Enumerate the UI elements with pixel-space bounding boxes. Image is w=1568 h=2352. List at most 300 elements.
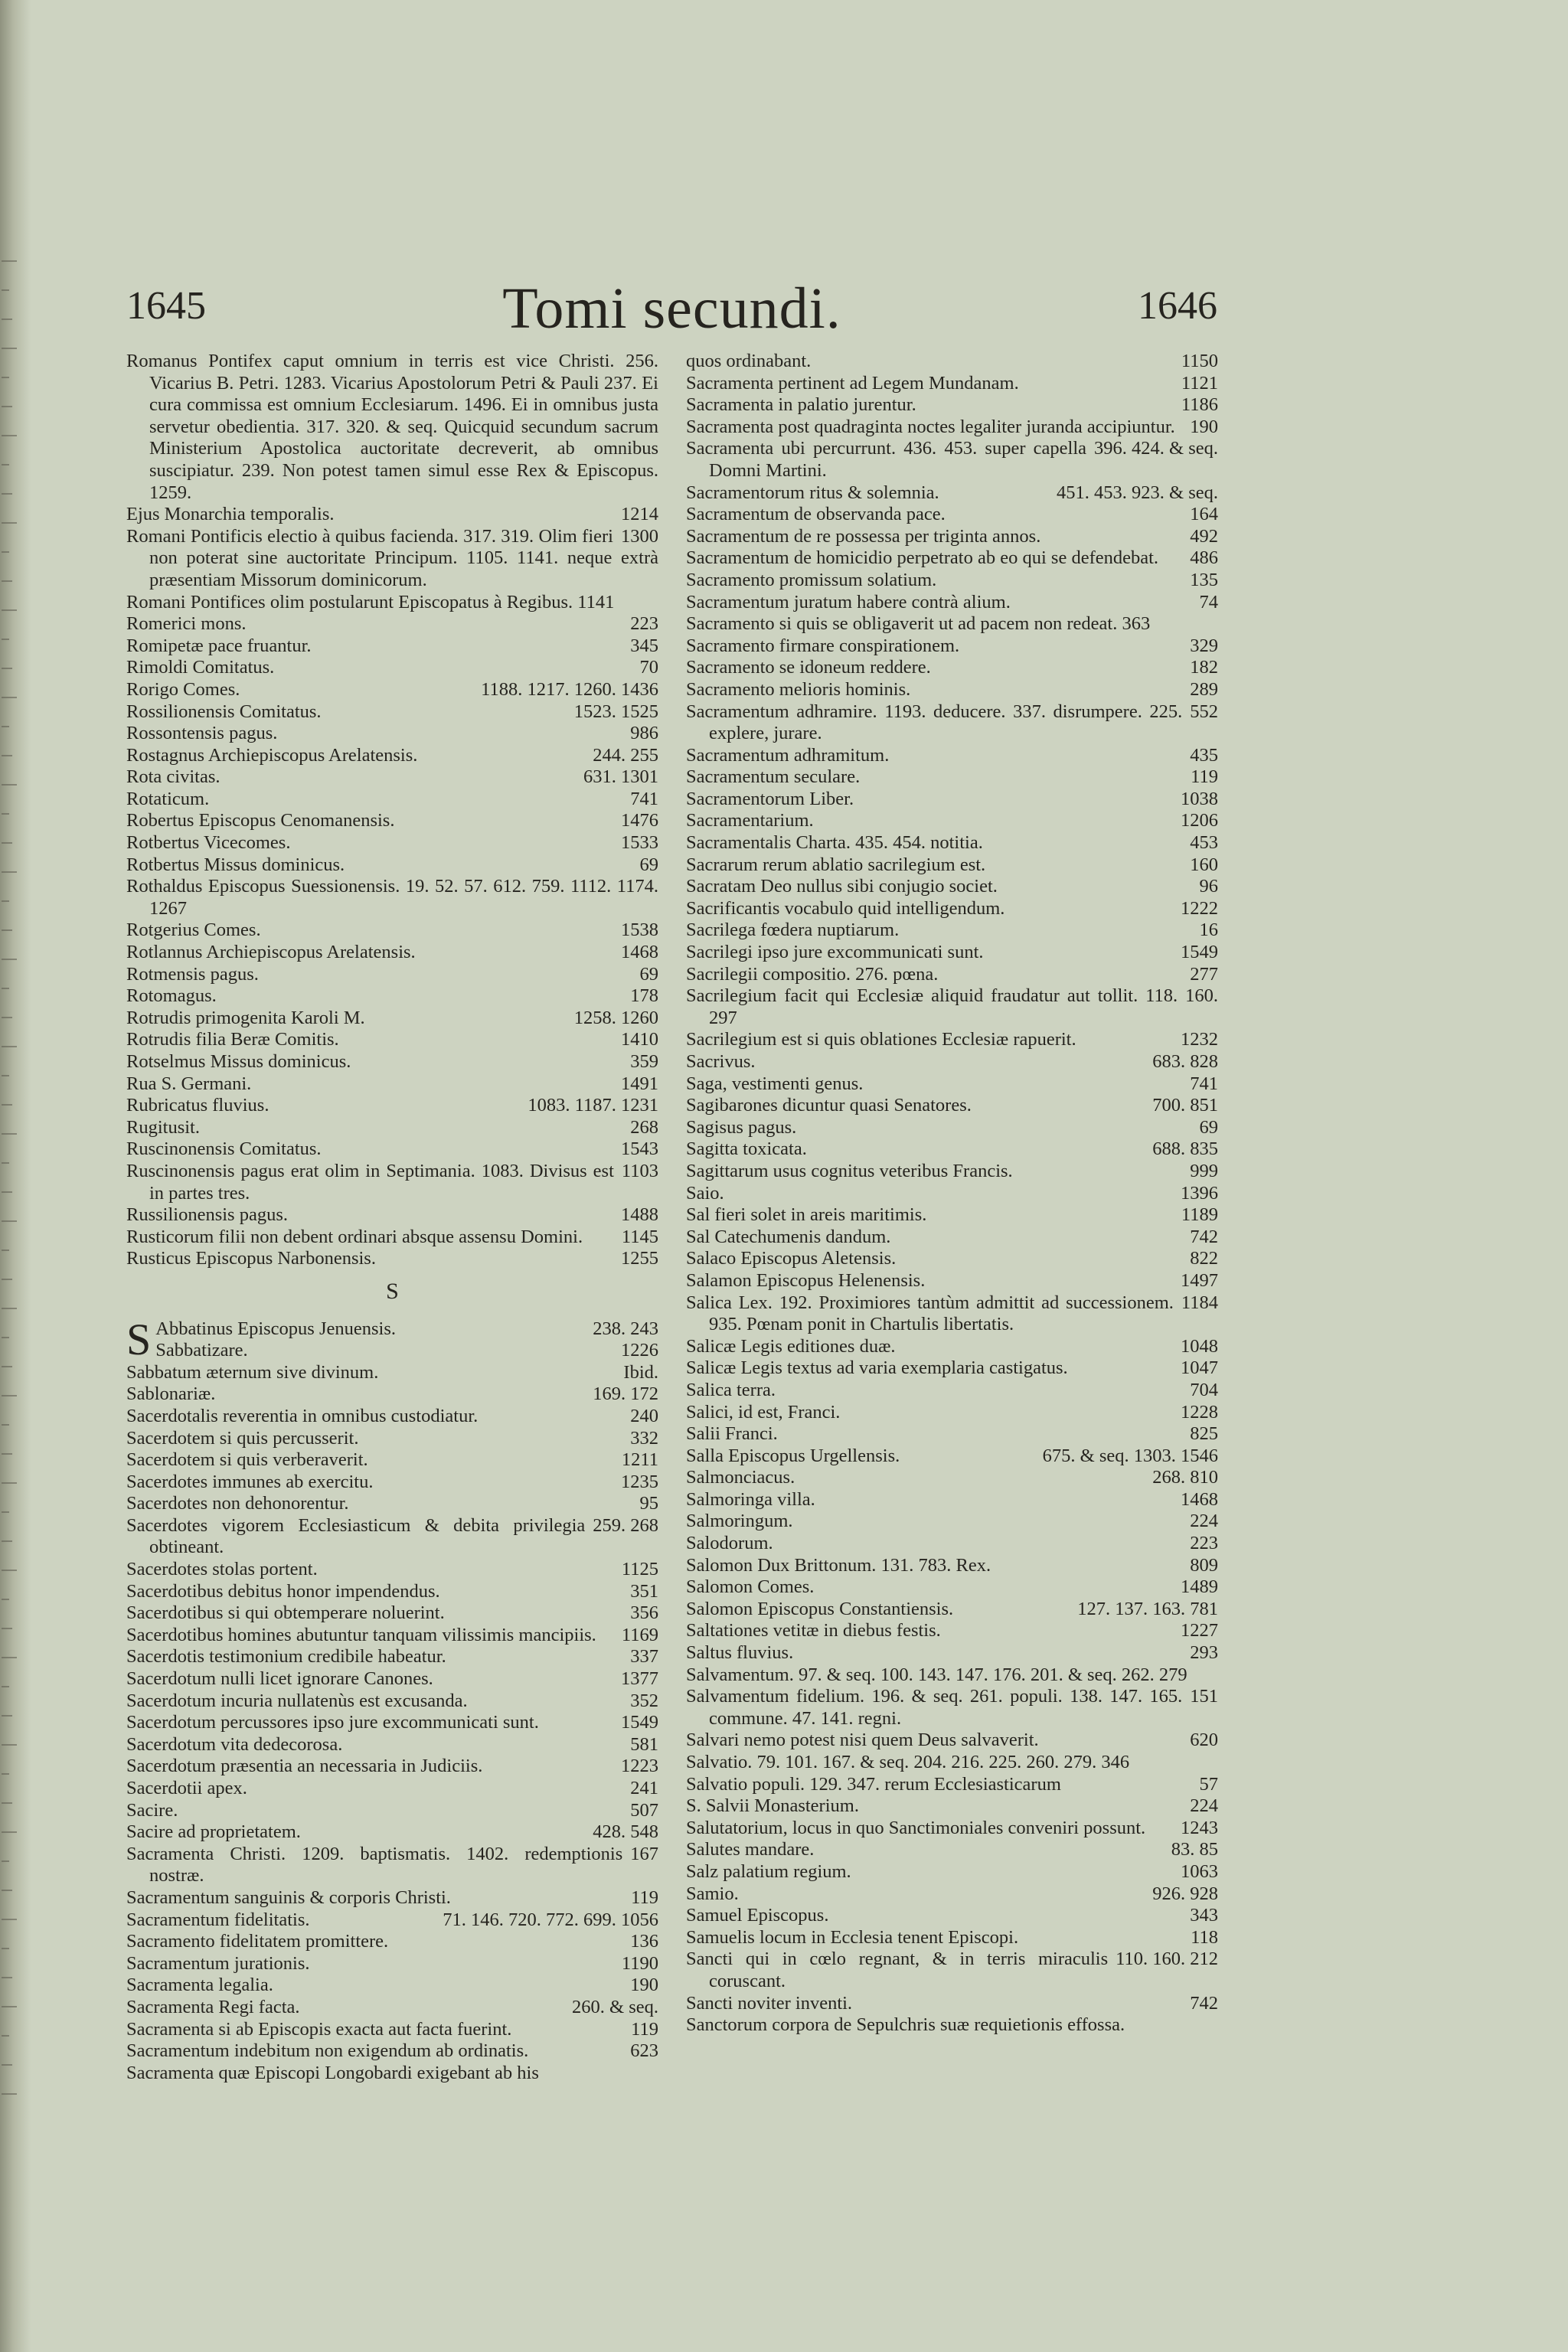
index-entry-text: Sacrilega fœdera nuptiarum. [686, 920, 900, 941]
index-entry-page-refs: 1523. 1525 [573, 701, 658, 722]
index-entry-page-refs: 623 [630, 2040, 658, 2062]
index-entry-page-refs: 345 [630, 635, 658, 656]
index-entry [126, 789, 658, 811]
index-entry-page-refs: 71. 146. 720. 772. 699. 1056 [443, 1909, 658, 1930]
index-entry-page-refs: 1468 [621, 942, 658, 963]
index-entry [686, 1446, 1218, 1468]
index-entry [126, 1008, 658, 1030]
index-entry-page-refs: 822 [1190, 1248, 1218, 1269]
index-entry-page-refs: 135 [1190, 569, 1218, 590]
index-entry [686, 1138, 1218, 1161]
index-entry-page-refs: 1228 [1181, 1401, 1218, 1423]
index-entry-page-refs: 742 [1190, 1992, 1218, 2014]
index-entries-s [126, 1314, 658, 2085]
index-entry [126, 613, 658, 635]
index-entry [126, 1051, 658, 1073]
index-entry [126, 1778, 658, 1800]
index-entry [686, 898, 1218, 920]
index-entry-page-refs: 352 [630, 1690, 658, 1711]
index-entry-text: Sacramentum de observanda pace. [686, 504, 946, 525]
index-entry [686, 394, 1218, 416]
index-entry-page-refs: 435 [1190, 744, 1218, 766]
index-entry-text: Sacramento firmare conspirationem. [686, 635, 960, 656]
index-entry-page-refs: 1491 [621, 1073, 658, 1094]
index-entry-text: Rubricatus fluvius. [126, 1095, 270, 1116]
index-entry-page-refs: 1125 [621, 1559, 658, 1580]
index-entry-page-refs: 268 [630, 1116, 658, 1138]
index-entry-text: Sal Catechumenis dandum. [686, 1226, 891, 1247]
index-entry [686, 482, 1218, 505]
index-entry-text: Sacerdotes stolas portent. [126, 1559, 318, 1580]
index-entry [126, 1472, 658, 1494]
index-entry-page-refs: 926. 928 [1152, 1883, 1218, 1904]
index-entry [686, 635, 1218, 658]
index-entry-text: Rossontensis pagus. [126, 723, 278, 744]
index-entry-page-refs: 809 [1190, 1554, 1218, 1576]
index-entry [126, 745, 658, 767]
index-entry-text: Robertus Episcopus Cenomanensis. [126, 810, 395, 831]
index-entry-page-refs: 1038 [1181, 788, 1218, 809]
index-entry-page-refs: 1190 [621, 1952, 658, 1974]
index-entry-page-refs: 74 [1199, 591, 1218, 612]
index-entry [126, 876, 658, 920]
index-entry [126, 1204, 658, 1227]
index-entry [126, 504, 658, 526]
index-entry-text: Sacramenta post quadraginta noctes legaliter juranda accipiuntur. [686, 416, 1175, 437]
index-entries-s-continued [686, 351, 1218, 2037]
index-entry-page-refs: 631. 1301 [583, 766, 658, 788]
index-entry [686, 1839, 1218, 1861]
index-entry-text: Rotmensis pagus. [126, 963, 259, 985]
index-entry-page-refs: 704 [1190, 1379, 1218, 1400]
index-entry [126, 2040, 658, 2063]
index-entry-text: Salvatio. 79. 101. 167. & seq. 204. 216. 225. 260. 279. 346 [686, 1752, 1130, 1772]
index-entry [126, 723, 658, 745]
index-entry-text: Rugitusit. [126, 1116, 200, 1138]
index-entry-text: Ejus Monarchia temporalis. [126, 504, 335, 525]
index-entry [126, 1029, 658, 1051]
index-entry-text: Sacerdotibus si qui obtemperare noluerint. [126, 1602, 445, 1624]
index-entry-page-refs: 96 [1199, 876, 1218, 897]
index-entry-text: Rusticorum filii non debent ordinari absque assensu Domini. [126, 1226, 583, 1247]
index-entry [686, 1117, 1218, 1139]
index-entry [126, 1362, 658, 1384]
index-entry [686, 964, 1218, 986]
index-entry [126, 1383, 658, 1406]
index-entry-text: Sacramento se idoneum reddere. [686, 657, 931, 678]
index-entry-text: Sacramenta Christi. 1209. baptismatis. 1402. redemptionis nostræ. [126, 1843, 623, 1886]
index-entry-page-refs: 1549 [1181, 942, 1218, 963]
index-entry [686, 1774, 1218, 1796]
index-entry [126, 1515, 658, 1559]
index-entry-page-refs: 343 [1190, 1905, 1218, 1926]
index-entry [126, 1931, 658, 1953]
index-entry-page-refs: 151 [1190, 1686, 1218, 1707]
index-entry-page-refs: 83. 85 [1171, 1839, 1218, 1860]
index-entry-text: Ruscinonensis Comitatus. [126, 1138, 322, 1160]
index-entry [126, 920, 658, 942]
index-entry-text: Salica Lex. 192. Proximiores tantùm admittit ad successionem. 935. Pœnam ponit in Chartulis libertatis. [686, 1292, 1174, 1335]
index-entry [126, 1227, 658, 1249]
index-entry [686, 1095, 1218, 1117]
index-entry [686, 1183, 1218, 1205]
index-entry [126, 351, 658, 504]
index-entry-page-refs: 293 [1190, 1642, 1218, 1664]
index-entry [686, 854, 1218, 877]
index-entry [686, 1533, 1218, 1555]
index-entry-page-refs: 1497 [1181, 1269, 1218, 1291]
index-entry [686, 1467, 1218, 1489]
index-entry-text: Salomon Comes. [686, 1576, 815, 1598]
index-entry [686, 526, 1218, 548]
index-entry-text: Sagibarones dicuntur quasi Senatores. [686, 1095, 972, 1116]
index-entry-text: Rotbertus Vicecomes. [126, 832, 291, 854]
index-entry [126, 1821, 658, 1844]
index-entry-page-refs: 741 [630, 788, 658, 809]
index-entry [126, 942, 658, 964]
index-entry-page-refs: 1538 [621, 920, 658, 941]
index-entry-text: Sancti qui in cœlo regnant, & in terris miraculis coruscant. [686, 1949, 1109, 1991]
index-entry-page-refs: 1184 [1181, 1292, 1218, 1313]
index-entry-page-refs: 337 [630, 1646, 658, 1668]
index-entry-text: Salz palatium regium. [686, 1860, 851, 1882]
index-entry-page-refs: 1121 [1181, 372, 1218, 394]
index-entry-text: Sacrilegium est si quis oblationes Ecclesiæ rapuerit. [686, 1029, 1076, 1050]
index-entry-text: Rorigo Comes. [126, 678, 240, 700]
index-entry-text: Samio. [686, 1883, 739, 1904]
index-entry [686, 1795, 1218, 1818]
index-entry [686, 351, 1218, 373]
index-entry-page-refs: 700. 851 [1152, 1095, 1218, 1116]
index-entry-page-refs: 240 [630, 1405, 658, 1426]
index-entry-page-refs: 244. 255 [593, 744, 658, 766]
index-entry-page-refs: 224 [1190, 1511, 1218, 1532]
index-entry [686, 942, 1218, 964]
index-entry [686, 1927, 1218, 1949]
index-entry [686, 1029, 1218, 1051]
index-entry-text: Romani Pontifices olim postularunt Episcopatus à Regibus. 1141 [126, 591, 615, 612]
index-entry-text: Salvamentum. 97. & seq. 100. 143. 147. 176. 201. & seq. 262. 279 [686, 1664, 1187, 1685]
index-entry-text: Sagitta toxicata. [686, 1138, 807, 1160]
index-entry [686, 745, 1218, 767]
index-entry-text: Sacrificantis vocabulo quid intelligendum. [686, 897, 1005, 919]
index-entry-text: Sacramentorum ritus & solemnia. [686, 482, 939, 503]
index-entry-page-refs: 1083. 1187. 1231 [528, 1095, 658, 1116]
index-entry [126, 1953, 658, 1975]
index-entry-text: Sancti noviter inventi. [686, 1992, 853, 2014]
index-entry [126, 766, 658, 789]
index-entry [686, 1905, 1218, 1927]
index-entry [126, 964, 658, 986]
index-entry [686, 1599, 1218, 1621]
index-entry-page-refs: 453 [1190, 832, 1218, 854]
index-entry [126, 1428, 658, 1450]
index-entry-text: Rotrudis primogenita Karoli M. [126, 1007, 365, 1028]
index-entry [686, 1380, 1218, 1402]
index-entry-page-refs: 1223 [621, 1756, 658, 1777]
index-entry-page-refs: 356 [630, 1602, 658, 1624]
index-entry-page-refs: 507 [630, 1799, 658, 1821]
index-entry-page-refs: 1377 [621, 1668, 658, 1690]
section-letter-heading: S [386, 1278, 399, 1304]
index-entry [126, 1581, 658, 1603]
index-entry-text: Sacramenta ubi percurrunt. 436. 453. super capella Domni Martini. [686, 438, 1087, 481]
index-entry-text: Sagisus pagus. [686, 1116, 797, 1138]
index-entries-r [126, 351, 658, 1270]
index-entry-page-refs: 136 [630, 1931, 658, 1952]
index-entry-text: Salodorum. [686, 1533, 773, 1554]
page-number-left: 1645 [126, 284, 206, 328]
index-entry-text: Salaco Episcopus Aletensis. [686, 1248, 897, 1269]
index-entry [686, 1576, 1218, 1599]
index-entry [686, 789, 1218, 811]
index-entry-text: Sacerdotum nulli licet ignorare Canones. [126, 1668, 433, 1690]
index-entry-page-refs: 999 [1190, 1160, 1218, 1181]
index-entry-text: Sacramenta Regi facta. [126, 1996, 300, 2017]
index-entry [126, 1138, 658, 1161]
index-entry-page-refs: 16 [1199, 920, 1218, 941]
index-entry-page-refs: 581 [630, 1733, 658, 1755]
index-entry-text: Salomon Dux Brittonum. 131. 783. Rex. [686, 1554, 991, 1576]
index-entry [686, 701, 1218, 745]
index-entry-text: Romerici mons. [126, 613, 247, 635]
index-entry-text: Sacramentum de re possessa per triginta annos. [686, 525, 1041, 547]
index-entry-page-refs: 57 [1199, 1773, 1218, 1795]
index-entry [686, 1402, 1218, 1424]
index-entry-text: Romanus Pontifex caput omnium in terris est vice Christi. 256. Vicarius B. Petri. 1283. Vicarius Apostolorum Petri & Pauli 237. Ei cura commissa est omnium Ecclesiarum. 1496. Ei in omnibus justa servetur obedientia. 317. 320. & seq. Quicquid secundum sacrum Ministerium Apostolica auctoritate decreverit, ab omnibus suscipiatur. 239. Non potest tamen simul esse Rex & Episcopus. 1259. [126, 351, 658, 503]
index-entry-text: Salutatorium, locus in quo Sanctimoniales conveniri possunt. [686, 1817, 1146, 1838]
index-entry [126, 1073, 658, 1096]
index-entry-text: Rotbertus Missus dominicus. [126, 854, 345, 875]
page-number-right: 1646 [1138, 284, 1217, 328]
index-entry-text: Sabbatum æternum sive divinum. [126, 1361, 379, 1383]
index-entry-page-refs: 223 [630, 613, 658, 635]
index-entry-text: Sacramentum jurationis. [126, 1952, 310, 1974]
index-entry-page-refs: 178 [630, 985, 658, 1007]
index-entry-page-refs: 164 [1190, 504, 1218, 525]
index-entry-page-refs: 428. 548 [593, 1821, 658, 1843]
index-entry-text: Samuel Episcopus. [686, 1905, 829, 1926]
index-entry-text: Sacramentarium. [686, 810, 814, 831]
index-entry-page-refs: 190 [630, 1975, 658, 1996]
index-entry-text: Salica terra. [686, 1379, 776, 1400]
index-entry-page-refs: 169. 172 [593, 1383, 658, 1405]
index-entry-page-refs: 825 [1190, 1423, 1218, 1445]
index-entry-page-refs: 260. & seq. [572, 1996, 658, 2017]
index-entry-page-refs: 351 [630, 1580, 658, 1602]
index-entry [686, 592, 1218, 614]
index-entry-page-refs: 167 [630, 1843, 658, 1864]
index-entry-text: Saio. [686, 1182, 724, 1204]
index-entry-page-refs: 1211 [621, 1449, 658, 1471]
index-entry-page-refs: 1489 [1181, 1576, 1218, 1598]
index-column-right [686, 351, 1218, 2037]
index-entry-text: Sacerdotes vigorem Ecclesiasticum & debita privilegia obtineant. [126, 1514, 586, 1558]
index-entry-text: quos ordinabant. [686, 351, 812, 371]
index-entry-page-refs: 1226 [621, 1340, 658, 1361]
index-entry [686, 657, 1218, 679]
index-entry [686, 1664, 1218, 1687]
index-entry [126, 1095, 658, 1117]
index-entry-page-refs: 110. 160. 212 [1116, 1949, 1218, 1970]
index-entry-text: Ruscinonensis pagus erat olim in Septimania. 1083. Divisus est in partes tres. [126, 1160, 614, 1204]
index-entry-page-refs: 69 [639, 963, 658, 985]
index-entry [126, 2019, 658, 2041]
index-entry-text: Sacerdotum percussores ipso jure excommunicati sunt. [126, 1712, 539, 1733]
index-entry [126, 1690, 658, 1713]
index-entry [686, 832, 1218, 854]
index-entry-text: Sacrilegi ipso jure excommunicati sunt. [686, 942, 984, 963]
index-entry-page-refs: 95 [639, 1493, 658, 1514]
index-entry-text: Romipetæ pace fruantur. [126, 635, 312, 656]
index-entry-page-refs: 1476 [621, 810, 658, 831]
index-entry-text: Salvatio populi. 129. 347. rerum Ecclesiasticarum [686, 1773, 1061, 1795]
index-entry [686, 2014, 1218, 2037]
index-entry-page-refs: 1488 [621, 1204, 658, 1226]
index-entry [686, 570, 1218, 592]
index-entry [686, 1227, 1218, 1249]
index-entry-text: Salici, id est, Franci. [686, 1401, 841, 1423]
index-entry-page-refs: 1048 [1181, 1335, 1218, 1357]
index-entry-page-refs: 675. & seq. 1303. 1546 [1042, 1445, 1218, 1466]
index-entry [126, 810, 658, 832]
index-entry [686, 1818, 1218, 1840]
index-entry-text: Salmonciacus. [686, 1467, 795, 1488]
index-entry-page-refs: 1243 [1181, 1817, 1218, 1838]
index-entry-text: Sacramenta in palatio jurentur. [686, 394, 916, 416]
index-entry-text: Rotselmus Missus dominicus. [126, 1051, 351, 1072]
index-entry-page-refs: 1533 [621, 832, 658, 854]
index-entry [126, 1975, 658, 1997]
index-entry-text: Sacramento promissum solatium. [686, 569, 937, 590]
index-entry [686, 1336, 1218, 1358]
index-entry-page-refs: 688. 835 [1152, 1138, 1218, 1160]
index-entry-page-refs: 1227 [1181, 1620, 1218, 1642]
index-entry [126, 2063, 658, 2085]
index-entry-page-refs: 486 [1190, 547, 1218, 569]
index-entry-page-refs: 268. 810 [1152, 1467, 1218, 1488]
index-entry [686, 810, 1218, 832]
index-entry-page-refs: 119 [631, 1886, 658, 1908]
index-entry-text: Saga, vestimenti genus. [686, 1073, 864, 1094]
index-entry-text: Sacerdotum vita dedecorosa. [126, 1733, 343, 1755]
index-entry [686, 1752, 1218, 1774]
index-entry [126, 832, 658, 854]
index-entry-text: Rotaticum. [126, 788, 210, 809]
index-entry-text: Sacramentorum Liber. [686, 788, 854, 809]
index-entry-text: Salomon Episcopus Constantiensis. [686, 1598, 954, 1619]
index-entry-text: Rusticus Episcopus Narbonensis. [126, 1248, 376, 1269]
index-entry-page-refs: 329 [1190, 635, 1218, 656]
index-entry-page-refs: 1186 [1181, 394, 1218, 416]
index-entry [686, 1073, 1218, 1096]
index-entry-page-refs: 127. 137. 163. 781 [1077, 1598, 1218, 1619]
index-entry-page-refs: 160 [1190, 854, 1218, 875]
index-entry-text: Rotgerius Comes. [126, 920, 261, 941]
index-entry-page-refs: 1543 [621, 1138, 658, 1160]
book-spine-edge [0, 0, 31, 2352]
index-entry-page-refs: 241 [630, 1778, 658, 1798]
index-entry [686, 613, 1218, 635]
index-entry-text: Sacrarum rerum ablatio sacrilegium est. [686, 854, 986, 875]
index-entry-text: Salicæ Legis editiones duæ. [686, 1335, 896, 1357]
index-entry-text: Sacerdotalis reverentia in omnibus custodiatur. [126, 1405, 479, 1426]
index-entry [686, 1423, 1218, 1446]
index-entry-page-refs: 224 [1190, 1795, 1218, 1817]
index-entry-page-refs: 1235 [621, 1471, 658, 1492]
index-entry-page-refs: 223 [1190, 1533, 1218, 1554]
index-entry-text: Salvari nemo potest nisi quem Deus salvaverit. [686, 1730, 1039, 1751]
index-entry-page-refs: 1206 [1181, 810, 1218, 831]
index-entry-page-refs: 259. 268 [593, 1514, 658, 1536]
index-entry-text: Rotrudis filia Beræ Comitis. [126, 1029, 339, 1050]
index-entry-page-refs: 986 [630, 723, 658, 744]
index-entry-text: Sacrilegii compositio. 276. pœna. [686, 963, 939, 985]
index-entry [686, 1270, 1218, 1292]
index-entry [126, 1493, 658, 1515]
index-entry-text: Sacramentum adhramitum. [686, 744, 890, 766]
index-entry-page-refs: 332 [630, 1427, 658, 1449]
index-entry [686, 876, 1218, 898]
index-entry-page-refs: 1189 [1181, 1204, 1218, 1226]
index-entry-text: Sacramentum de homicidio perpetrato ab eo qui se defendebat. [686, 547, 1159, 569]
index-entry-text: Sacramentum indebitum non exigendum ab ordinatis. [126, 2040, 529, 2062]
index-entry [126, 1406, 658, 1428]
index-entry [686, 1292, 1218, 1336]
index-entry [686, 373, 1218, 395]
index-entry-page-refs: 69 [1199, 1116, 1218, 1138]
index-entry-text: Sacramentum sanguinis & corporis Christi. [126, 1886, 451, 1908]
index-entry [686, 416, 1218, 439]
index-entry-text: Sabbatizare. [155, 1340, 248, 1361]
index-entry-page-refs: 1549 [621, 1712, 658, 1733]
index-entry [126, 1712, 658, 1734]
index-entry-text: Salmoringa villa. [686, 1488, 815, 1510]
index-entry [126, 592, 658, 614]
index-entry-text: Rimoldi Comitatus. [126, 657, 275, 678]
index-entry-page-refs: 1047 [1181, 1357, 1218, 1379]
index-entry-text: Sacerdotem si quis verberaverit. [126, 1449, 368, 1471]
index-entry-page-refs: 1396 [1181, 1182, 1218, 1204]
index-entry [686, 1248, 1218, 1270]
index-entry-page-refs: 1410 [621, 1029, 658, 1050]
index-entry-page-refs: 1188. 1217. 1260. 1436 [481, 678, 658, 700]
index-entry [686, 1949, 1218, 1992]
index-entry [126, 679, 658, 701]
index-entry [686, 1861, 1218, 1883]
index-entry [126, 1756, 658, 1778]
index-entry-text: Saltationes vetitæ in diebus festis. [686, 1620, 941, 1642]
facing-page-text-fragments [2, 260, 21, 2122]
index-entry [126, 1117, 658, 1139]
index-entry [126, 635, 658, 658]
index-entry [126, 1800, 658, 1822]
index-entry [126, 526, 658, 592]
index-entry-text: Abbatinus Episcopus Jenuensis. [155, 1318, 396, 1339]
index-entry [126, 1844, 658, 1887]
index-entry-text: Sacratam Deo nullus sibi conjugio societ. [686, 876, 998, 897]
index-entry-page-refs: 1255 [621, 1248, 658, 1269]
index-entry-text: Rua S. Germani. [126, 1073, 252, 1094]
index-entry [686, 547, 1218, 570]
index-entry [126, 657, 658, 679]
index-entry-text: Sacrilegium facit qui Ecclesiæ aliquid fraudatur aut tollit. 118. 160. 297 [686, 985, 1218, 1028]
index-entry [126, 1646, 658, 1668]
index-entry-text: Sacramento melioris hominis. [686, 678, 911, 700]
index-entry-page-refs: 620 [1190, 1730, 1218, 1751]
index-entry-text: Sacramentum adhramire. 1193. deducere. 337. disrumpere. 225. explere, jurare. [686, 701, 1183, 744]
index-entry-page-refs: 238. 243 [593, 1318, 658, 1339]
